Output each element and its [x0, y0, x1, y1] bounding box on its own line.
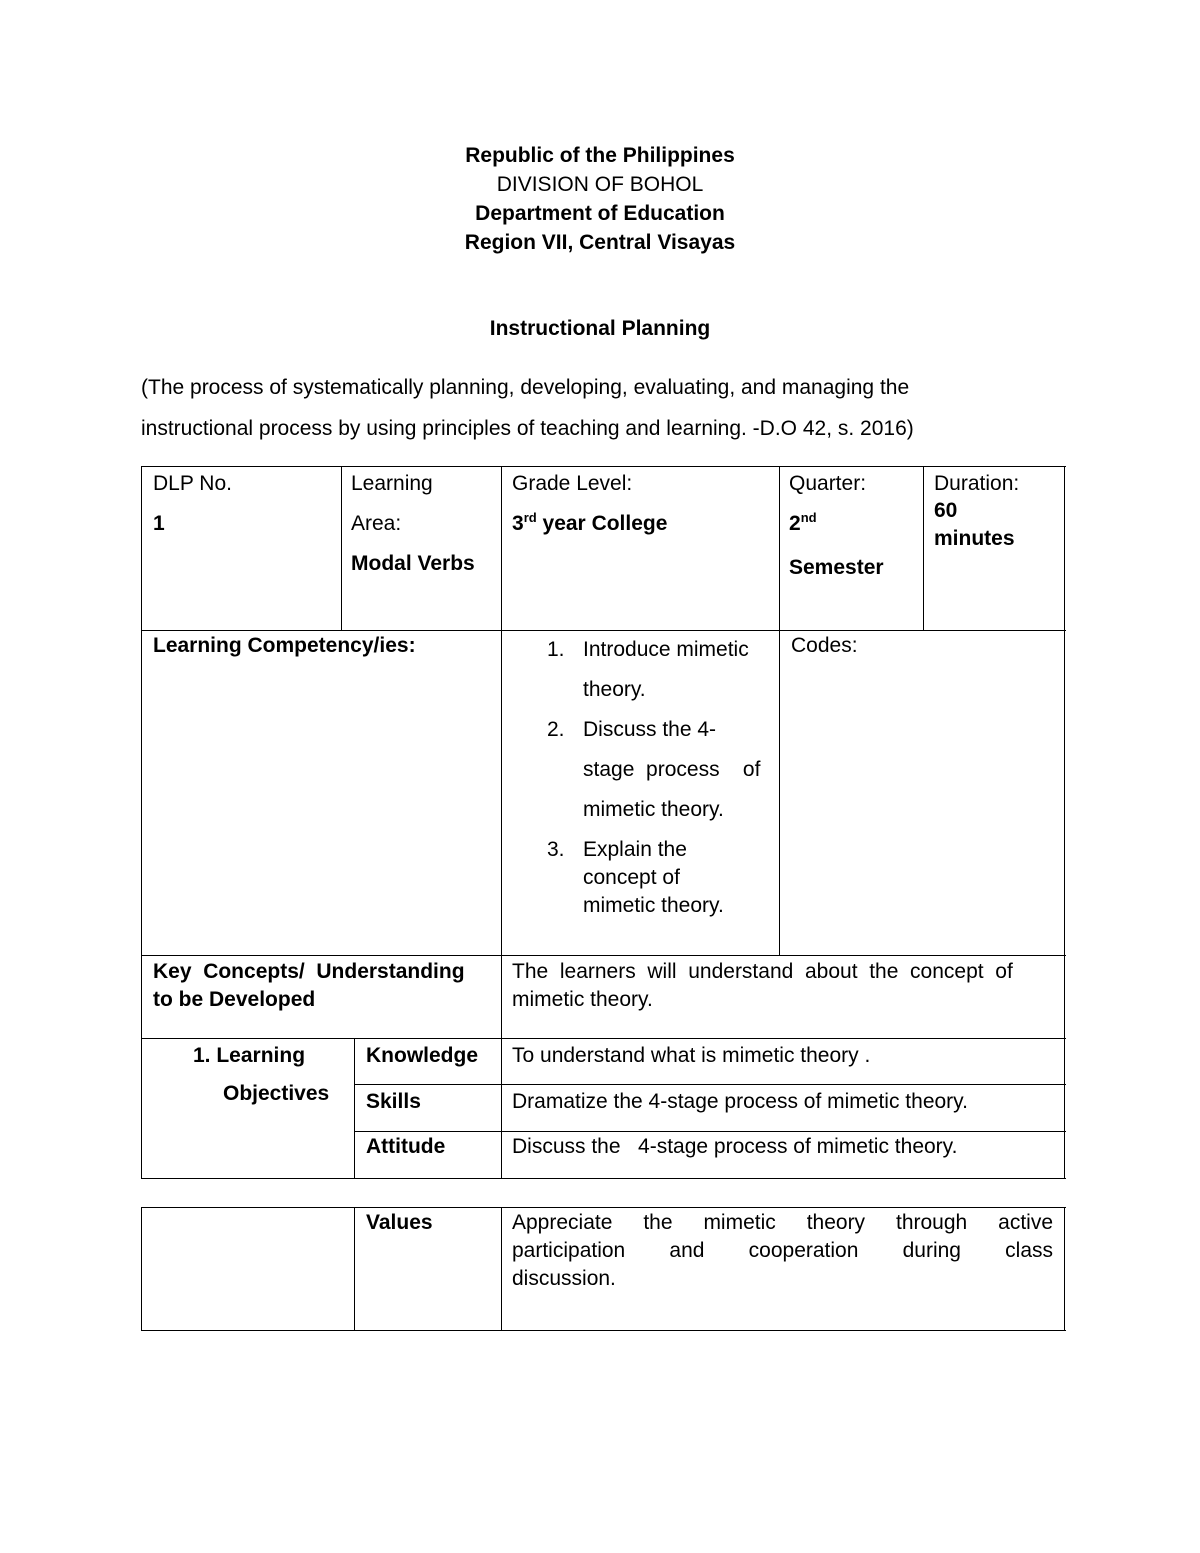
table-border	[141, 1178, 1066, 1179]
header-republic: Republic of the Philippines	[465, 144, 735, 167]
codes-label: Codes:	[791, 634, 858, 657]
list-item	[544, 710, 780, 830]
list-item-text: Introduce mimetic	[583, 638, 749, 661]
list-item-text: mimetic theory.	[583, 894, 724, 917]
table-border	[141, 1207, 1066, 1208]
table-border	[501, 466, 502, 1038]
learning-area-value: Modal Verbs	[351, 552, 475, 575]
duration-value-2: minutes	[934, 527, 1015, 550]
skills-text: Dramatize the 4-stage process of mimetic theory.	[512, 1090, 968, 1113]
duration-label: Duration:	[934, 472, 1020, 495]
header-region: Region VII, Central Visayas	[464, 231, 736, 254]
table-border	[141, 1207, 142, 1331]
list-item-text: stage process of	[583, 758, 761, 781]
key-concepts-label	[153, 958, 499, 1014]
table-border	[354, 1038, 355, 1179]
table-border	[141, 1330, 1066, 1331]
competency-label: Learning Competency/ies:	[153, 634, 416, 657]
skills-label: Skills	[366, 1090, 421, 1113]
quarter-label: Quarter:	[789, 472, 867, 495]
objectives-label-2: Objectives	[223, 1082, 330, 1105]
quarter-semester: Semester	[789, 556, 884, 579]
page-title: Instructional Planning	[489, 317, 711, 340]
quarter-suffix: nd	[800, 510, 817, 525]
learning-area-label-1: Learning	[351, 472, 433, 495]
list-item-text: Discuss the 4-	[583, 718, 717, 741]
table-border	[1064, 1207, 1065, 1331]
table-border	[501, 1038, 502, 1179]
dlp-value: 1	[153, 512, 165, 535]
dlp-cell	[153, 464, 232, 544]
table-border	[1064, 466, 1065, 1179]
list-item-number: 3.	[547, 838, 565, 861]
header-division: DIVISION OF BOHOL	[496, 173, 704, 196]
intro-line-1: (The process of systematically planning, developing, evaluating, and managing the	[141, 376, 910, 399]
knowledge-text: To understand what is mimetic theory .	[512, 1044, 871, 1067]
quarter-cell	[789, 464, 884, 588]
values-text	[512, 1209, 1053, 1293]
table-border	[141, 466, 142, 1179]
list-item-text: theory.	[583, 678, 646, 701]
key-concepts-text	[512, 958, 1064, 1014]
intro-line-2: instructional process by using principles of teaching and learning. -D.O 42, s. 2016)	[141, 417, 914, 440]
table-border	[354, 1207, 355, 1331]
grade-rest: year College	[536, 512, 668, 535]
key-concepts-label-line-2: to be Developed	[153, 988, 316, 1011]
table-border	[341, 466, 342, 630]
grade-level-value	[512, 504, 667, 544]
intro-paragraph	[141, 367, 1066, 449]
table-border	[141, 955, 1066, 956]
key-concepts-text-line-1: The learners will understand about the concept of	[512, 960, 1013, 983]
list-item-number: 2.	[547, 718, 565, 741]
values-text-line-2: participation and cooperation during class	[512, 1239, 1053, 1262]
competency-list	[544, 630, 780, 920]
list-item-text: concept of	[583, 866, 680, 889]
knowledge-label: Knowledge	[366, 1044, 479, 1067]
header-department: Department of Education	[475, 202, 725, 225]
table-border	[501, 1207, 502, 1331]
values-text-line-1: Appreciate the mimetic theory through active	[512, 1211, 1053, 1234]
grade-level-cell	[512, 464, 667, 544]
attitude-text: Discuss the 4-stage process of mimetic theory.	[512, 1135, 958, 1158]
grade-suffix: rd	[523, 510, 537, 525]
objectives-label-1: 1. Learning	[193, 1044, 306, 1067]
quarter-number: 2	[789, 512, 801, 535]
grade-number: 3	[512, 512, 524, 535]
quarter-value	[789, 504, 884, 544]
list-item	[544, 830, 780, 920]
key-concepts-text-line-2: mimetic theory.	[512, 988, 653, 1011]
values-label: Values	[366, 1211, 433, 1234]
attitude-label: Attitude	[366, 1135, 446, 1158]
duration-cell	[934, 464, 1019, 553]
key-concepts-label-line-1: Key Concepts/ Understanding	[153, 960, 465, 983]
values-text-line-3: discussion.	[512, 1267, 616, 1290]
learning-area-cell	[351, 464, 475, 584]
grade-level-label: Grade Level:	[512, 472, 633, 495]
learning-area-label-2: Area:	[351, 512, 402, 535]
list-item-number: 1.	[547, 638, 565, 661]
list-item-text: Explain the	[583, 838, 687, 861]
list-item	[544, 630, 780, 710]
list-item-text: mimetic theory.	[583, 798, 724, 821]
table-border	[923, 466, 924, 630]
dlp-label: DLP No.	[153, 472, 232, 495]
document-header	[0, 141, 1200, 257]
duration-value-1: 60	[934, 499, 958, 522]
